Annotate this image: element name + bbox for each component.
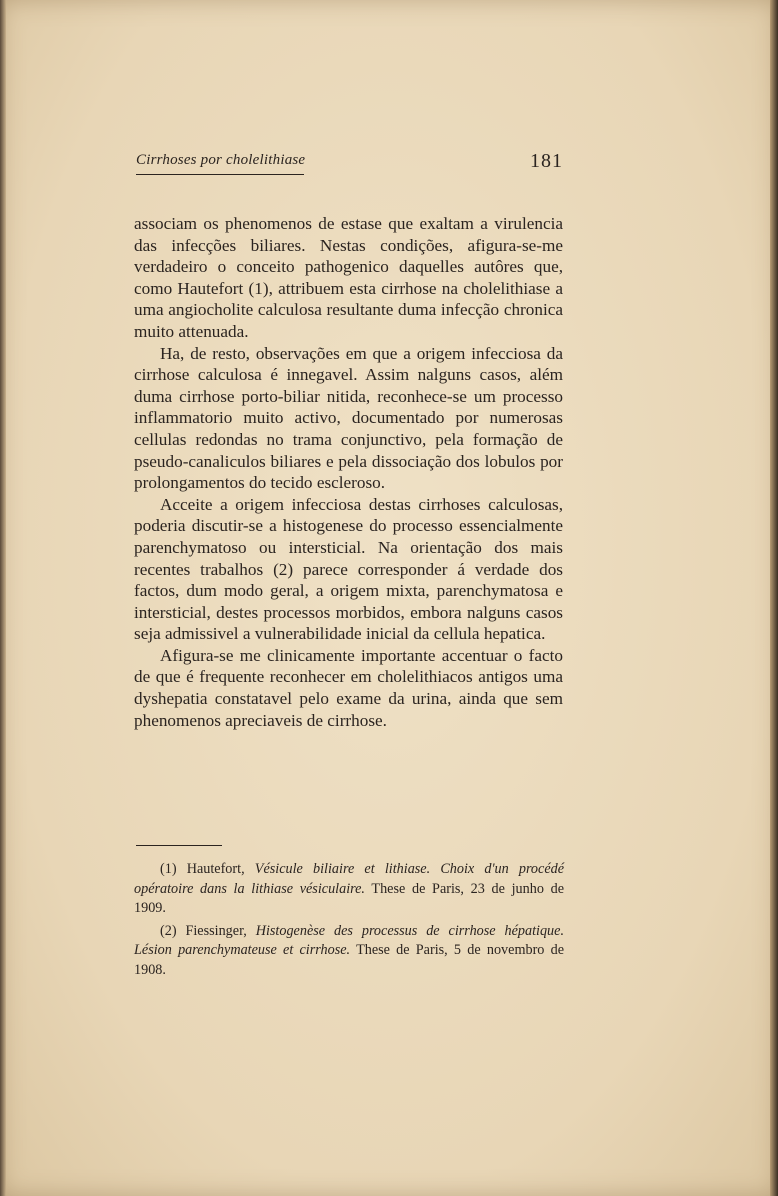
- running-head: Cirrhoses por cholelithiase: [136, 152, 306, 168]
- paragraph-1: associam os phenomenos de estase que exaltam a virulencia das infecções biliares. Nestas condições, afigura-se-me verdadeiro o conceito pathogenico daquelles autôres que, como Hautefort (1), attribuem esta cirrhose na cholelithiase a uma angiocholite calculosa resultante duma infecção chronica muito attenuada.: [134, 214, 563, 341]
- footnote-1-title: Vésicule biliaire et lithiase. Choix d'un procédé opératoire dans la lithiase vésiculaire.: [134, 861, 565, 897]
- footnote-1-tail: These de Paris, 23 de junho de 1909.: [134, 880, 564, 916]
- footnote-2-title: Histogenèse des processus de cirrhose hépatique. Lésion parenchymateuse et cirrhose.: [134, 922, 564, 958]
- footnote-1: [134, 860, 564, 919]
- body-text: [134, 213, 563, 731]
- paragraph-2: Ha, de resto, observações em que a origem infecciosa da cirrhose calculosa é innegavel. Assim nalguns casos, além duma cirrhose porto-biliar nitida, reconhece-se um processo inflammatorio muito activo, documentado por numerosas cellulas redondas no trama conjunctivo, pela formação de pseudo-canaliculos biliares e pela dissociação dos lobulos por prolongamentos do tecido escleroso.: [134, 343, 563, 493]
- paragraph-4: Afigura-se me clinicamente importante accentuar o facto de que é frequente reconhecer em cholelithiacos antigos uma dyshepatia constatavel pelo exame da urina, ainda que sem phenomenos apreciaveis de cirrhose.: [134, 645, 563, 730]
- page-edge-right: [770, 0, 778, 1196]
- paragraph-3: Acceite a origem infecciosa destas cirrhoses calculosas, poderia discutir-se a histogenese do processo essencialmente parenchymatoso ou intersticial. Na orientação dos mais recentes trabalhos (2) parece corresponder á verdade dos factos, dum modo geral, a origem mixta, parenchymatosa e intersticial, destes processos morbidos, embora nalguns casos seja admissivel a vulnerabilidade inicial da cellula hepatica.: [134, 494, 563, 644]
- footnote-2: [134, 922, 564, 981]
- footnote-2-lead: (2) Fiessinger,: [160, 922, 247, 939]
- footnotes: [134, 860, 564, 983]
- footnote-1-lead: (1) Hautefort,: [160, 861, 245, 877]
- header-rule: [136, 174, 304, 175]
- page-header: [136, 150, 563, 180]
- page-number: 181: [530, 150, 563, 172]
- footnote-2-tail: These de Paris, 5 de novembro de 1908.: [134, 942, 565, 978]
- page-edge-left: [0, 0, 6, 1196]
- footnote-rule: [136, 845, 222, 846]
